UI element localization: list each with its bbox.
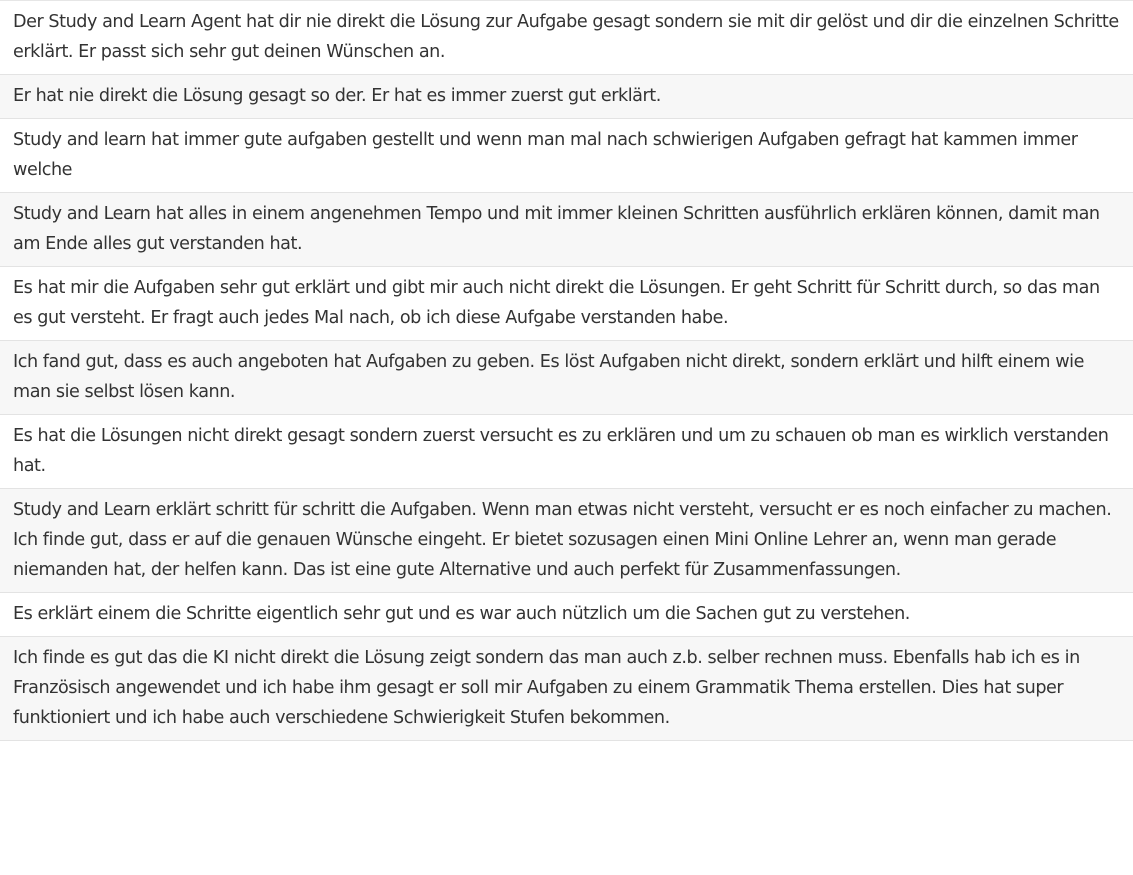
response-row: Es erklärt einem die Schritte eigentlich sehr gut und es war auch nützlich um die Sachen gut zu verstehen. [0, 593, 1133, 637]
response-row: Ich fand gut, dass es auch angeboten hat Aufgaben zu geben. Es löst Aufgaben nicht direkt, sondern erklärt und hilft einem wie man sie selbst lösen kann. [0, 341, 1133, 415]
response-row: Er hat nie direkt die Lösung gesagt so der. Er hat es immer zuerst gut erklärt. [0, 75, 1133, 119]
response-row: Study and learn hat immer gute aufgaben gestellt und wenn man mal nach schwierigen Aufgaben gefragt hat kammen immer welche [0, 119, 1133, 193]
response-row: Study and Learn hat alles in einem angenehmen Tempo und mit immer kleinen Schritten ausführlich erklären können, damit man am Ende alles gut verstanden hat. [0, 193, 1133, 267]
response-row: Es hat die Lösungen nicht direkt gesagt sondern zuerst versucht es zu erklären und um zu schauen ob man es wirklich verstanden hat. [0, 415, 1133, 489]
response-row: Study and Learn erklärt schritt für schritt die Aufgaben. Wenn man etwas nicht versteht, versucht er es noch einfacher zu machen. Ich finde gut, dass er auf die genauen Wünsche eingeht. Er bietet sozusagen einen Mini Online Lehrer an, wenn man gerade niemanden hat, der helfen kann. Das ist eine gute Alternative und auch perfekt für Zusammenfassungen. [0, 489, 1133, 593]
response-row: Es hat mir die Aufgaben sehr gut erklärt und gibt mir auch nicht direkt die Lösungen. Er geht Schritt für Schritt durch, so das man es gut versteht. Er fragt auch jedes Mal nach, ob ich diese Aufgabe verstanden habe. [0, 267, 1133, 341]
response-row: Der Study and Learn Agent hat dir nie direkt die Lösung zur Aufgabe gesagt sondern sie mit dir gelöst und dir die einzelnen Schritte erklärt. Er passt sich sehr gut deinen Wünschen an. [0, 1, 1133, 75]
response-row: Ich finde es gut das die KI nicht direkt die Lösung zeigt sondern das man auch z.b. selber rechnen muss. Ebenfalls hab ich es in Französisch angewendet und ich habe ihm gesagt er soll mir Aufgaben zu einem Grammatik Thema erstellen. Dies hat super funktioniert und ich habe auch verschiedene Schwierigkeit Stufen bekommen. [0, 637, 1133, 741]
